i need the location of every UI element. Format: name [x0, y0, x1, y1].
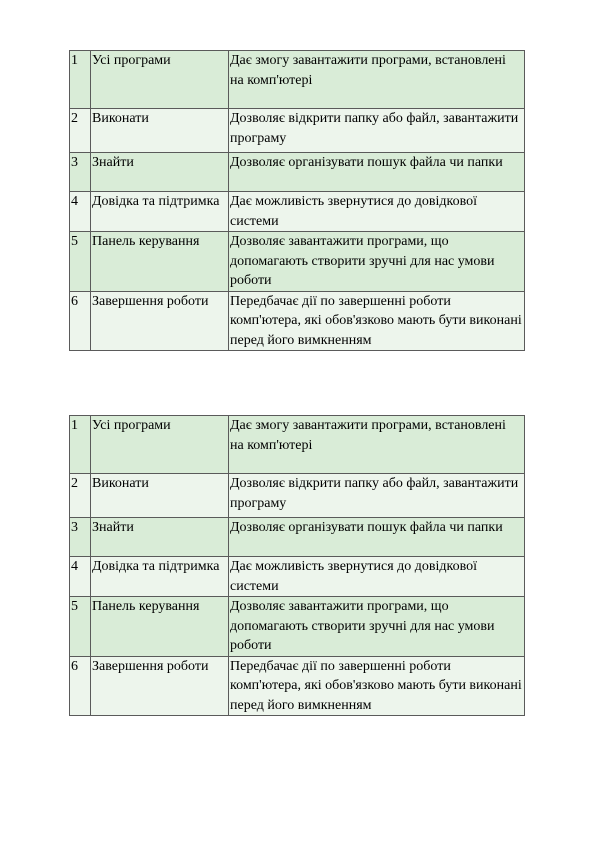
table-row: [70, 153, 525, 192]
table-row: [70, 474, 525, 518]
row-number: 6: [70, 656, 91, 716]
row-number: 5: [70, 597, 91, 657]
item-name: Знайти: [91, 153, 229, 192]
item-description: Дозволяє завантажити програми, що допомагають створити зручні для нас умови роботи: [229, 232, 525, 292]
item-name: Завершення роботи: [91, 291, 229, 351]
table-row: [70, 51, 525, 109]
item-description: Дозволяє завантажити програми, що допомагають створити зручні для нас умови роботи: [229, 597, 525, 657]
item-name: Знайти: [91, 518, 229, 557]
item-description: Дозволяє відкрити папку або файл, завантажити програму: [229, 474, 525, 518]
table-row: [70, 518, 525, 557]
item-name: Панель керування: [91, 232, 229, 292]
table-row: [70, 109, 525, 153]
item-name: Довідка та підтримка: [91, 557, 229, 597]
item-name: Довідка та підтримка: [91, 192, 229, 232]
row-number: 2: [70, 109, 91, 153]
item-description: Дозволяє організувати пошук файла чи папки: [229, 518, 525, 557]
table-row: [70, 656, 525, 716]
row-number: 3: [70, 153, 91, 192]
row-number: 2: [70, 474, 91, 518]
table-row: [70, 557, 525, 597]
row-number: 6: [70, 291, 91, 351]
table-row: [70, 291, 525, 351]
row-number: 4: [70, 192, 91, 232]
item-description: Дає змогу завантажити програми, встановлені на комп'ютері: [229, 416, 525, 474]
item-description: Дає можливість звернутися до довідкової системи: [229, 192, 525, 232]
item-description: Дозволяє відкрити папку або файл, завантажити програму: [229, 109, 525, 153]
row-number: 4: [70, 557, 91, 597]
table-row: [70, 416, 525, 474]
item-description: Дозволяє організувати пошук файла чи папки: [229, 153, 525, 192]
item-name: Панель керування: [91, 597, 229, 657]
table-row: [70, 192, 525, 232]
row-number: 1: [70, 51, 91, 109]
row-number: 1: [70, 416, 91, 474]
item-name: Завершення роботи: [91, 656, 229, 716]
item-description: Дає змогу завантажити програми, встановлені на комп'ютері: [229, 51, 525, 109]
item-description: Передбачає дії по завершенні роботи комп'ютера, які обов'язково мають бути виконані перед його вимкненням: [229, 291, 525, 351]
item-name: Усі програми: [91, 416, 229, 474]
table-row: [70, 597, 525, 657]
item-name: Виконати: [91, 474, 229, 518]
item-name: Усі програми: [91, 51, 229, 109]
programs-table-bottom: [69, 415, 525, 716]
table-row: [70, 232, 525, 292]
row-number: 5: [70, 232, 91, 292]
item-description: Передбачає дії по завершенні роботи комп'ютера, які обов'язково мають бути виконані перед його вимкненням: [229, 656, 525, 716]
item-name: Виконати: [91, 109, 229, 153]
item-description: Дає можливість звернутися до довідкової системи: [229, 557, 525, 597]
row-number: 3: [70, 518, 91, 557]
programs-table-top: [69, 50, 525, 351]
